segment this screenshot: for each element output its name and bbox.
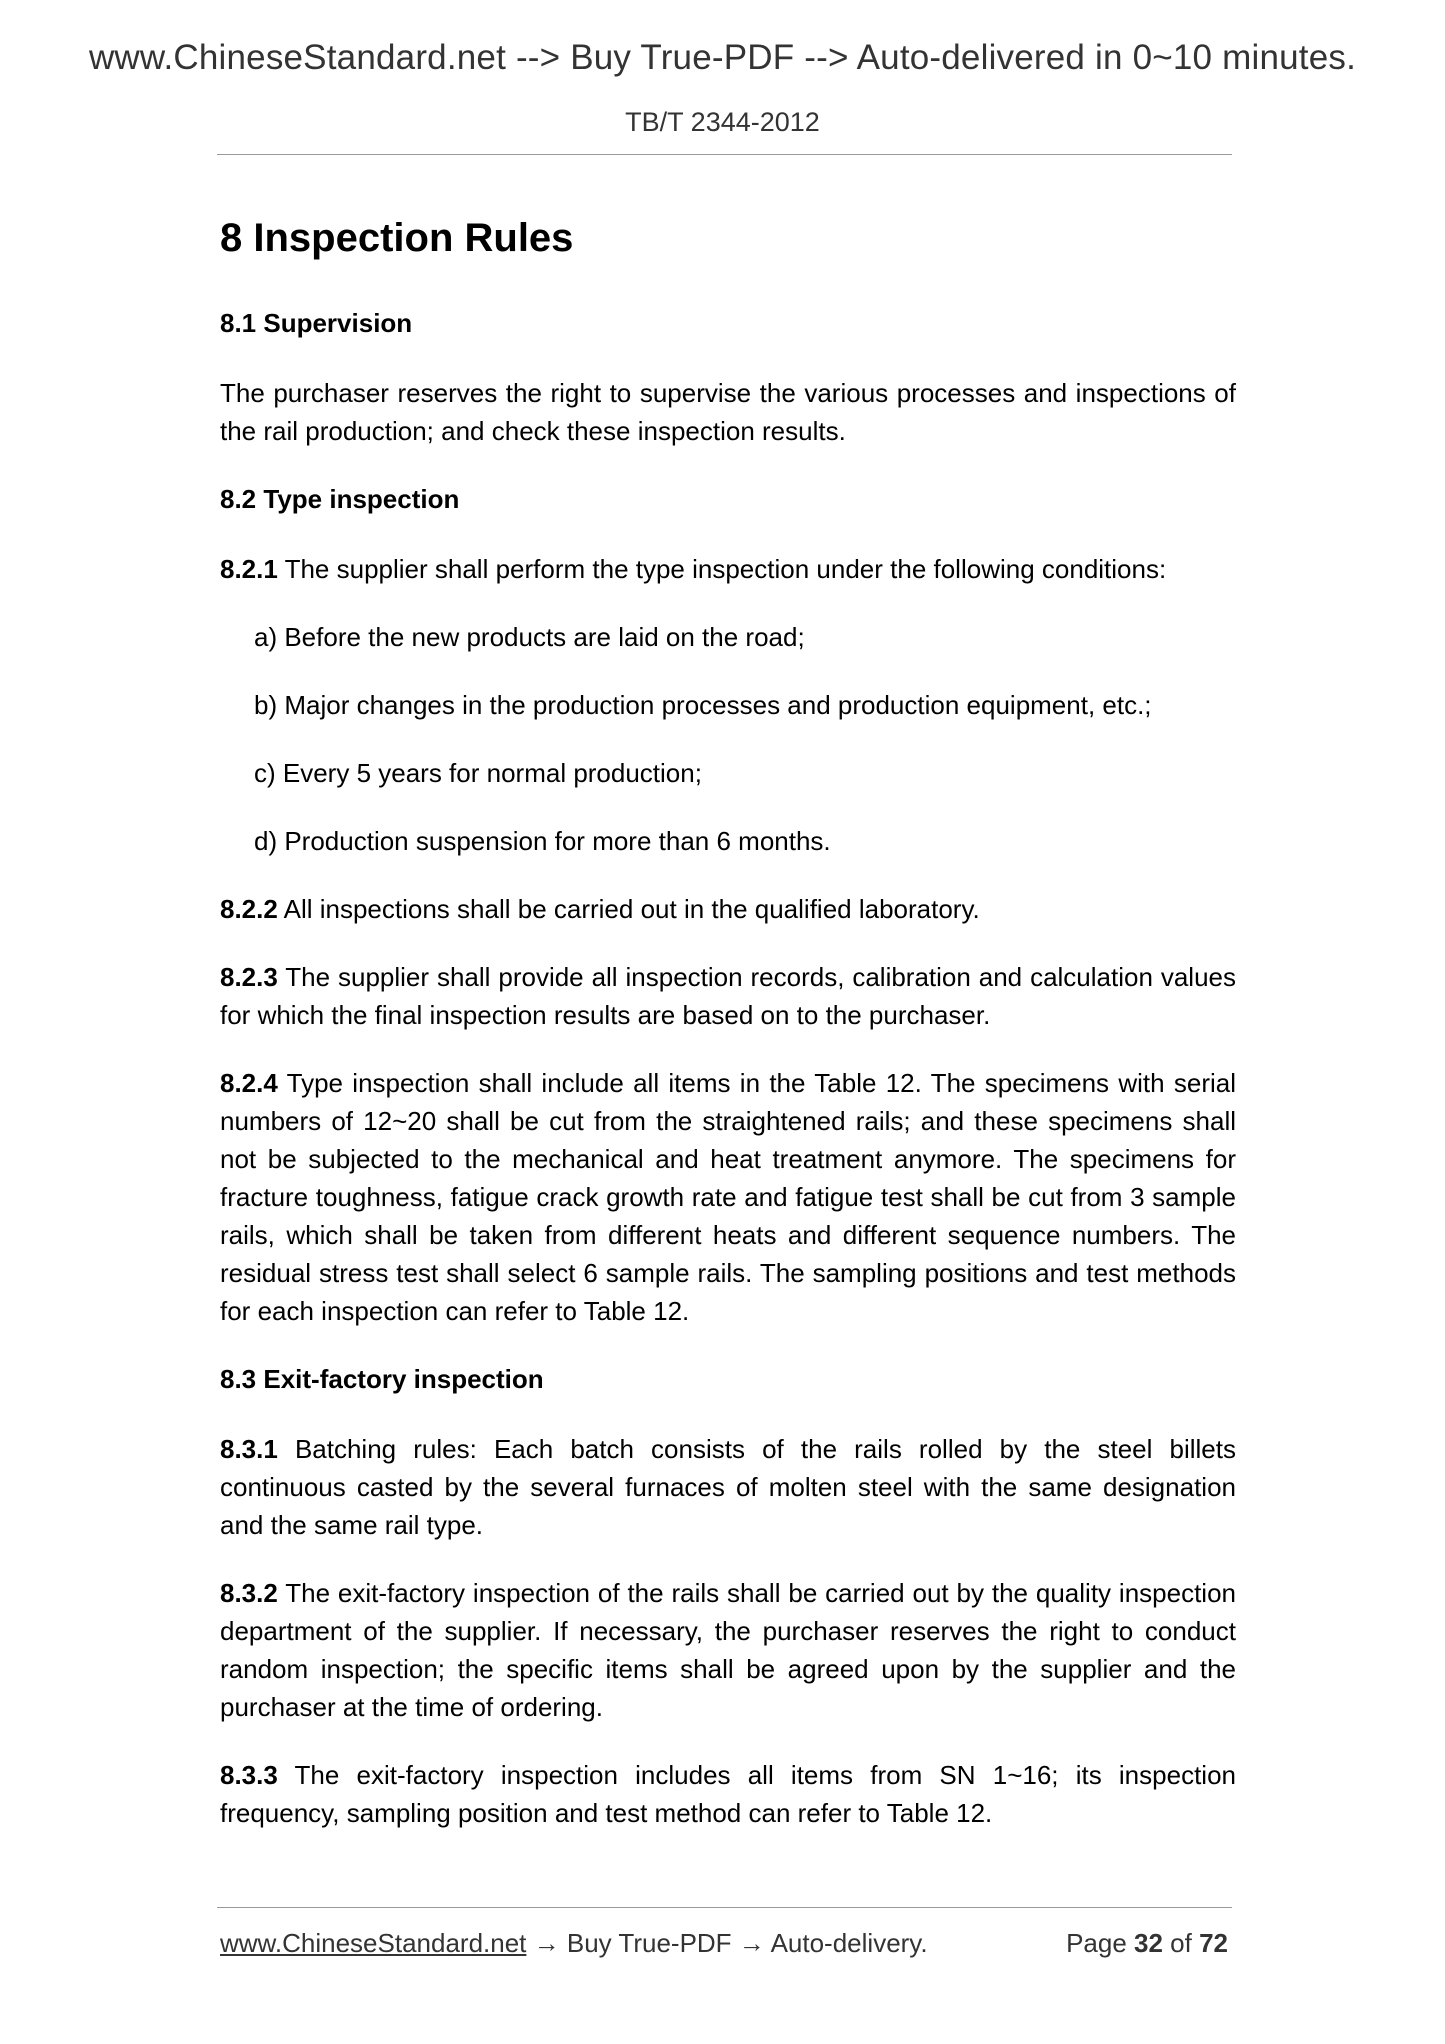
clause-number: 8.2.4 [220,1068,278,1098]
clause-text: The supplier shall provide all inspection records, calibration and calculation values for which the final inspection results are based on to the purchaser. [220,962,1236,1030]
paragraph-8-2-4 [220,1064,1236,1330]
section-title-8-3: 8.3 Exit-factory inspection [220,1364,544,1394]
paragraph-8-2-2 [220,890,1236,928]
paragraph-8-3-2 [220,1574,1236,1726]
clause-number: 8.3.3 [220,1760,278,1790]
list-item-a: a) Before the new products are laid on the road; [254,622,805,652]
page-current: 32 [1134,1928,1163,1958]
header-divider [217,154,1232,155]
page-of: of [1162,1928,1200,1958]
paragraph-8-1: The purchaser reserves the right to supervise the various processes and inspections of the rail production; and check these inspection results. [220,378,1236,446]
page-label: Page [1066,1928,1135,1958]
clause-text: Type inspection shall include all items in the Table 12. The specimens with serial numbers of 12~20 shall be cut from the straightened rails; and these specimens shall not be subjected to the mechanical and heat treatment anymore. The specimens for fracture toughness, fatigue crack growth rate and fatigue test shall be cut from 3 sample rails, which shall be taken from different heats and different sequence numbers. The residual stress test shall select 6 sample rails. The sampling positions and test methods for each inspection can refer to Table 12. [220,1068,1236,1326]
list-item-c: c) Every 5 years for normal production; [254,758,702,788]
paragraph-8-2-3 [220,958,1236,1034]
clause-text: The exit-factory inspection of the rails shall be carried out by the quality inspection department of the supplier. If necessary, the purchaser reserves the right to conduct random inspection; the specific items shall be agreed upon by the supplier and the purchaser at the time of ordering. [220,1578,1236,1722]
page-content [220,210,1236,1862]
page-indicator [1066,1925,1228,1961]
paragraph-8-3-3 [220,1756,1236,1832]
list-item-d: d) Production suspension for more than 6 months. [254,826,831,856]
clause-text: Batching rules: Each batch consists of the rails rolled by the steel billets continuous casted by the several furnaces of molten steel with the same designation and the same rail type. [220,1434,1236,1540]
footer-left [220,1925,928,1961]
section-title-8-2: 8.2 Type inspection [220,484,460,514]
website-link[interactable]: www.ChineseStandard.net [220,1928,527,1958]
section-title-8-1: 8.1 Supervision [220,308,413,338]
document-code: TB/T 2344-2012 [625,107,820,137]
clause-number: 8.2.1 [220,554,278,584]
clause-text: All inspections shall be carried out in the qualified laboratory. [277,894,980,924]
list-item-b: b) Major changes in the production processes and production equipment, etc.; [254,690,1152,720]
chapter-title: 8 Inspection Rules [220,216,574,260]
clause-number: 8.3.1 [220,1434,278,1464]
clause-number: 8.2.3 [220,962,278,992]
footer-tagline: → Buy True-PDF → Auto-delivery. [526,1928,928,1958]
paragraph-8-2-1 [220,550,1236,588]
header-banner: www.ChineseStandard.net --> Buy True-PDF --> Auto-delivered in 0~10 minutes. [88,38,1357,77]
page-total: 72 [1199,1928,1228,1958]
clause-number: 8.2.2 [220,894,278,924]
clause-number: 8.3.2 [220,1578,278,1608]
footer-divider [217,1907,1232,1908]
paragraph-8-3-1 [220,1430,1236,1544]
clause-text: The exit-factory inspection includes all items from SN 1~16; its inspection frequency, sampling position and test method can refer to Table 12. [220,1760,1236,1828]
clause-text: The supplier shall perform the type inspection under the following conditions: [277,554,1167,584]
